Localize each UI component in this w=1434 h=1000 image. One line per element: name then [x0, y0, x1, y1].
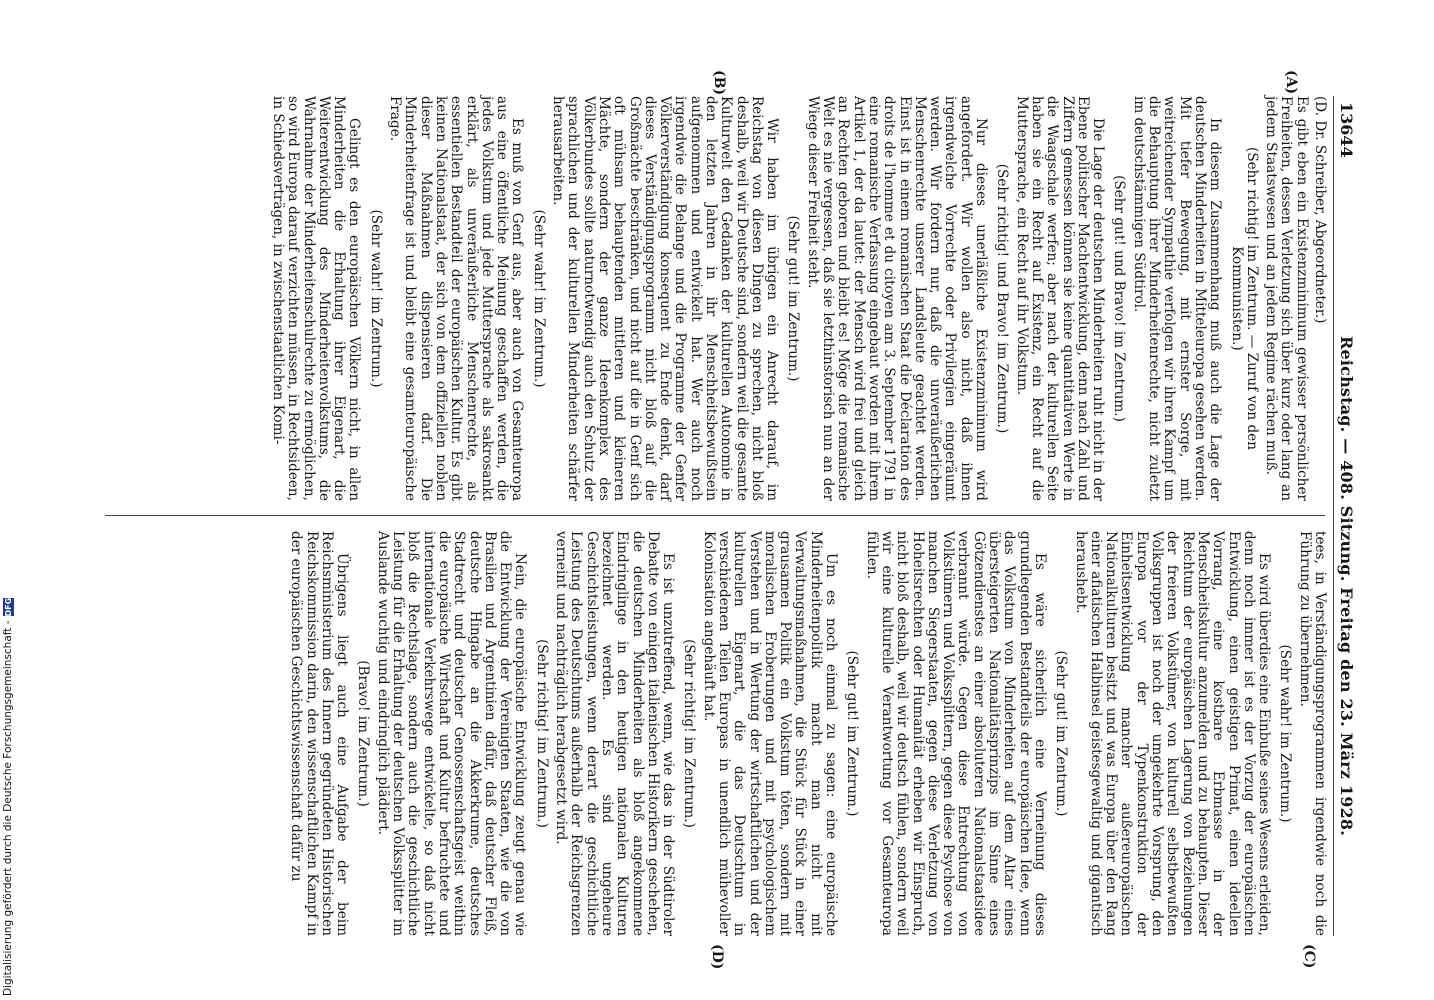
audience-reaction: (Bravo! im Zentrum.) [355, 660, 372, 807]
audience-reaction: (Sehr wahr! im Zentrum.) [1277, 644, 1294, 823]
margin-marker-a: (A) [1283, 70, 1299, 95]
margin-marker-b: (B) [711, 70, 727, 96]
audience-reaction: (Sehr richtig! im Zentrum. — Zuruf von den Kommunisten.) [1228, 147, 1260, 450]
page-content [94, 70, 1356, 970]
audience-reaction: (Sehr wahr! im Zentrum.) [530, 209, 547, 388]
dfg-logo-icon: DFG [3, 597, 13, 617]
page-header [1333, 96, 1356, 936]
paragraph: Übrigens liegt auch eine Aufgabe der beim Reichsministerium des Innern gegründeten Historischen Reichskommission darin, den wissenschaftlichen Kampf in der europäischen Geschichtswissenschaft dafür zu [288, 531, 351, 936]
funding-credit [2, 598, 14, 996]
paragraph: In diesem Zusammenhang muß auch die Lage der deutschen Minderheiten in Mitteleuropa gesehen werden. Mit tiefer Bewegung, mit ernster Sorge, mit weitreichender Sympathie verfolgen wir ihren Kampf um die Behauptung ihrer Minderheitenrechte, nicht zuletzt im deutschstämmigen Südtirol. [1130, 96, 1224, 501]
speaker-line: (D. Dr. Schreiber, Abgeordneter.) [1312, 96, 1328, 324]
audience-reaction: (Sehr gut! im Zentrum.) [844, 650, 861, 817]
audience-reaction: (Sehr richtig! im Zentrum.) [533, 639, 550, 828]
paragraph: Es ist unzutreffend, wenn, wie das in der Südtiroler Debatte von einigen italienischen Historikern geschehen, die deutschen Minderheiten als bloß angekommene Eindringlinge in den heutigen nationalen Kulturen bezeichnet werden. Es sind ungeheure Geschichtsleistungen, wenn derart die geschichtliche Leistung des Deutschtums außerhalb der Reichsgrenzen verneint und nachträglich herabgesetzt wird. [553, 531, 677, 936]
right-column [285, 531, 1327, 936]
paragraph: Nein, die europäische Entwicklung zeugt genau wie die Entwicklung der Vereinigten Staaten, wie die von Brasilien und Argentinien dafür, daß deutscher Fleiß, deutsche Hingabe an die Akkerkrume, deutsches Stadtrecht und deutscher Genossenschaftsgeist weithin die europäische Wirtschaft und Kultur befruchtete und internationale Verkehrswege entwickelte, so daß nicht bloß die Rechtslage, sondern auch die geschichtliche Leistung für die Erhaltung der deutschen Volkssplitter im Auslande wuchtig und eindringlich plädiert. [374, 531, 529, 936]
paragraph: Es gibt eben ein Existenzminimum gewisser persönlicher Freiheiten, dessen Verletzung sich über kurz oder lang an jedem Staatswesen und an jedem Regime rächen muß. [1263, 96, 1310, 501]
paragraph: tees, in Verständigungsprogrammen irgendwie noch die Führung zu übernehmen. [1296, 531, 1328, 936]
paragraph: Die Lage der deutschen Minderheiten ruht nicht in der Ebene politischer Machtentwicklung, denn nach Zahl und Ziffern gemessen können sie keine quantitativen Werte in die Waagschale werfen; aber nach der kulturellen Seite haben sie ein Recht auf Existenz, ein Recht auf die Muttersprache, ein Recht auf ihr Volkstum. [1013, 96, 1107, 501]
margin-marker-d: (D) [709, 944, 725, 970]
audience-reaction: (Sehr gut! im Zentrum.) [785, 215, 802, 382]
text-columns [97, 70, 1328, 970]
paragraph: Nur dieses unerläßliche Existenzminimum wird angefordert. Wir wollen also nicht, daß ihnen irgendwelche Vorrechte oder Privilegien eingeräumt werden. Wir fordern nur, daß die unveräußerlichen Menschenrechte unserer Landsleute geachtet werden. Einst ist in einem romanischen Staat die Déclaration des droits de l'homme et du citoyen am 3. September 1791 in eine romanische Verfassung eingebaut worden mit ihrem Artikel 1, der da lautet: der Mensch wird frei und gleich an Rechten geboren und bleibt es! Möge die romanische Welt es nie vergessen, daß sie letzthinstorisch nun an der Wiege dieser Freiheit steht. [804, 96, 990, 501]
paragraph: Um es noch einmal zu sagen: eine europäische Minderheitenpolitik macht man nicht mit Verwaltungsmaßnahmen, die Stück für Stück in einer grausamen Politik ein Volkstum töten, sondern mit moralischen Eroberungen und mit psychologischem Verstehen und in Wertung der wirtschaftlichen und der kulturellen Eigenart, die das Deutschtum in verschiedenen Teilen Europas in unendlich mühevoller Kolonisation angehäuft hat. [700, 531, 840, 936]
running-title: Reichstag. — 408. Sitzung. Freitag den 23. März 1928. [1337, 336, 1356, 836]
left-column [267, 96, 1327, 501]
audience-reaction: (Sehr gut! im Zentrum.) [1053, 650, 1070, 817]
paragraph: Es wird überdies eine Einbuße seines Wesens erleiden, denn noch immer ist es der Vorzug der europäischen Entwicklung, einen geistigen Primat, einen ideellen Vorrang, eine kostbare Erbmasse in der Menschheitskultur anzumelden und zu behaupten. Dieser Reichtum der europäischen Lagerung von Beziehungen der freieren Volkstümer, von kulturell selbstbewußten Volksgruppen ist noch der umgekehrte Vorsprung, den Europa vor der Typenkonstruktion der Einheitsentwicklung mancher außereuropäischen Nationalkulturen besitzt und was Europa über den Rang einer afiatischen Halbinsel geistesgewaltig und gigantisch heraushebt. [1072, 531, 1273, 936]
audience-reaction: (Sehr richtig! im Zentrum.) [681, 639, 698, 828]
audience-reaction: (Sehr gut! und Bravo! im Zentrum.) [1111, 175, 1128, 422]
paragraph: Es wäre sicherlich eine Verneinung dieses grundlegenden Bestandteils der europäischen Idee, wenn das Volkstum von Minderheiten auf dem Altar eines übersteigerten Nationalitätsprinzips im Sinne eines Götzendienstes an einer absoluteren Nationalstaatsidee verbrannt würde. Gegen diese Entrechtung von Volkstümern und Volkssplittern, gegen diese Psychose von manchen Siegerstaaten, gegen diese Verletzung von Hoheitsrechten oder Humanität erheben wir Einspruch, nicht bloß deshalb, weil wir deutsch fühlen, sondern weil wir eine kulturelle Verantwortung vor Gesamteuropa fühlen. [863, 531, 1048, 936]
margin-marker-c: (C) [1301, 944, 1317, 969]
credit-text: Digitalisierung gefördert durch die Deutsche Forschungsgemeinschaft - [2, 620, 14, 996]
column-divider [105, 515, 1325, 516]
page-number: 13644 [1337, 102, 1356, 158]
audience-reaction: (Sehr wahr! im Zentrum.) [367, 209, 384, 388]
paragraph: Gelingt es den europäischen Völkern nicht, in allen Minderheiten die Erhaltung ihrer Eigenart, die Weiterentwicklung des Minderheitenvolkstums, die Wahrnahme der Minderheitenschulrechte zu ermöglichen, so wird Europa darauf verzichten müssen, in Rechtsideen, in Schiedsverträgen, in zwischenstaatlichen Komi- [270, 96, 363, 501]
paragraph: Wir haben im übrigen ein Anrecht darauf, im Reichstag von diesen Dingen zu sprechen, nicht bloß deshalb, weil wir Deutsche sind, sondern weil die gesamte Kulturwelt den Gedanken der kulturellen Autonomie in den letzten Jahren in ihr Menschheitsbewußtsein aufgenommen und entwickelt hat. Wer auch noch irgendwie die Belange und die Programme der Genfer Völkerverständigung konsequent zu Ende denkt, darf dieses Verständigungsprogramm nicht bloß auf die Großmächte beschränken, und nicht auf die in Genf sich oft mühsam behauptenden mittleren und kleineren Mächte, sondern der ganze Ideenkomplex des Völkerbundes sollte naturnotwendig auch den Schutz der sprachlichen und der kulturellen Minderheiten schärfer herausarbeiten. [550, 96, 781, 501]
paragraph: Es muß von Genf aus, aber auch von Gesamteuropa aus eine öffentliche Meinung geschaffen werden, die jedes Volkstum und jede Muttersprache als sakrosankt erklärt, als unveräußerliche Menschenrechte, als essentiellen Bestandteil der europäischen Kultur. Es gibt keinen Nationalstaat, der sich von dem offiziellen noblen dieser Maßnahmen dispensieren darf. Die Minderheitenfrage ist und bleibt eine gesamteuropäische Frage. [387, 96, 526, 501]
audience-reaction: (Sehr richtig! und Bravo! im Zentrum.) [994, 163, 1011, 434]
